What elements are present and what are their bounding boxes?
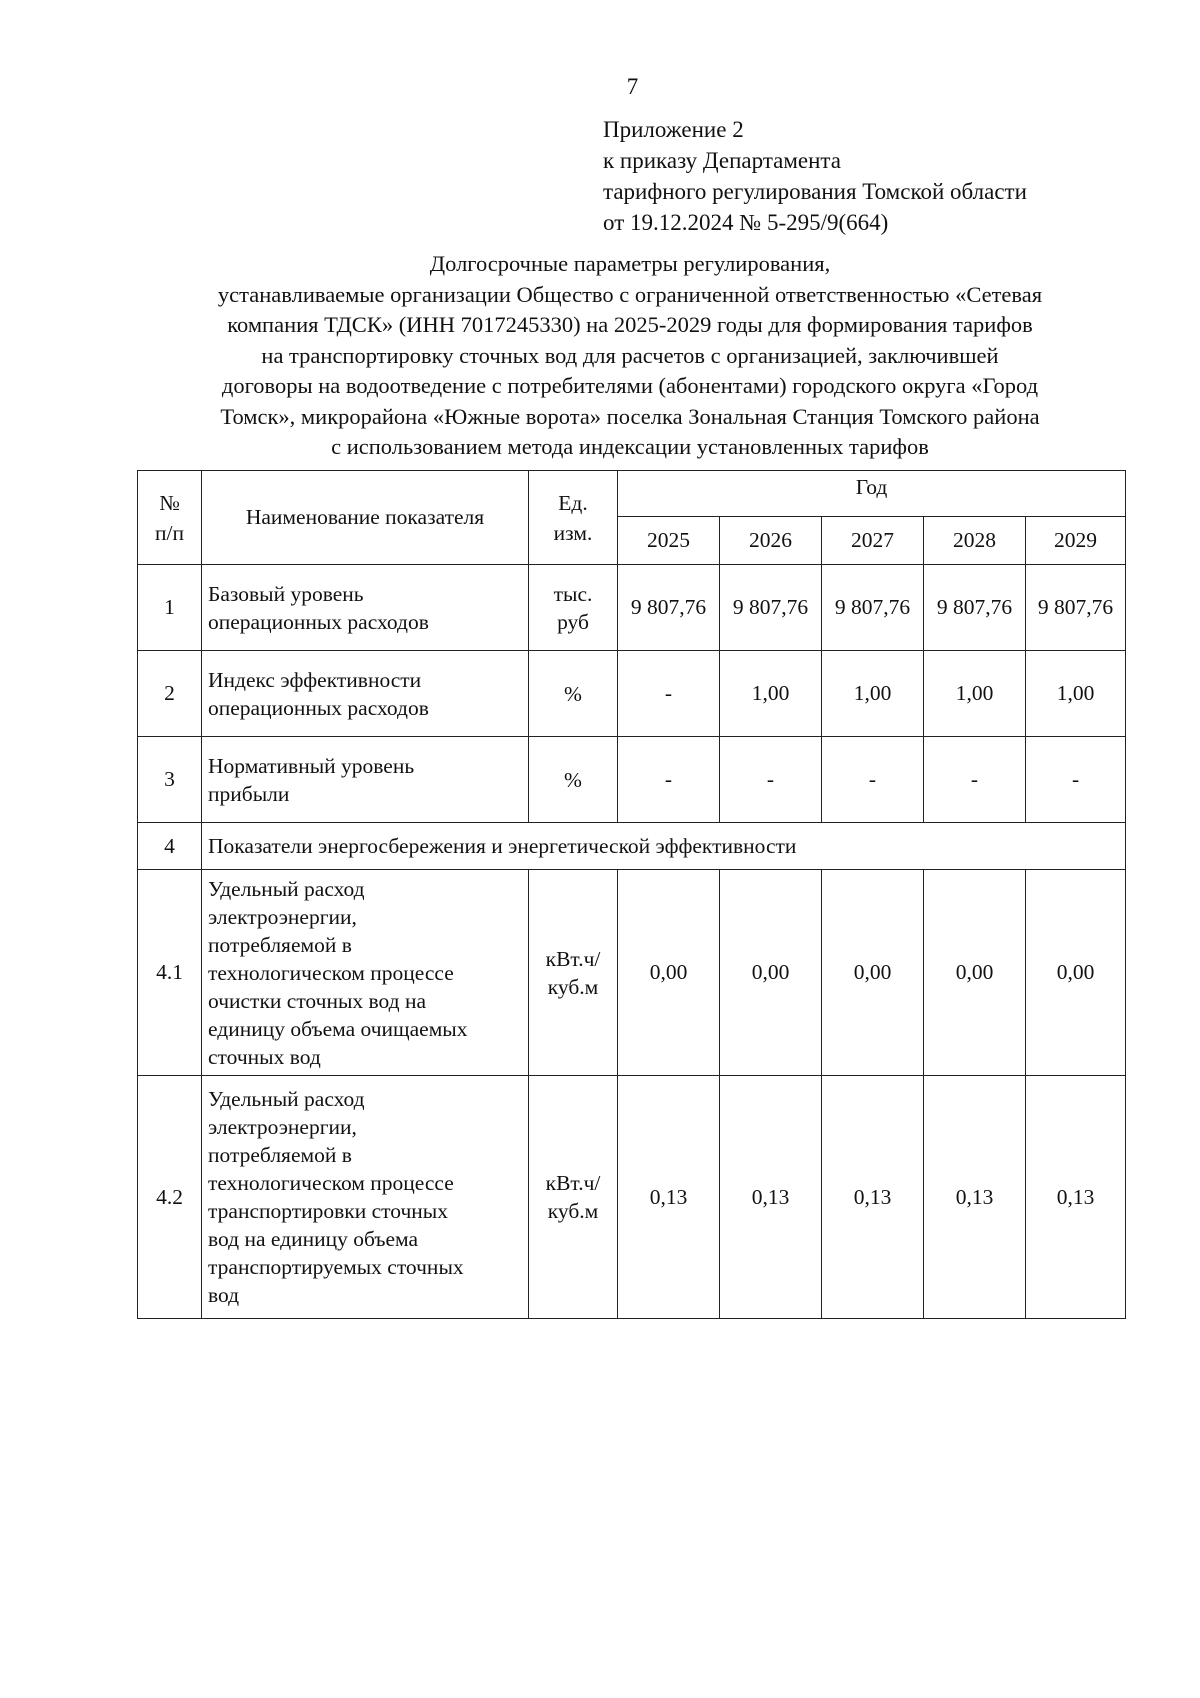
header-year-2028: 2028 xyxy=(924,517,1026,565)
row-value: 0,00 xyxy=(618,870,720,1076)
row-value: 1,00 xyxy=(822,651,924,737)
row-unit xyxy=(529,737,618,823)
row-value: 1,00 xyxy=(720,651,822,737)
row-name-line: Нормативный уровень xyxy=(208,753,415,778)
title-line: договоры на водоотведение с потребителями (абонентами) городского округа «Город xyxy=(221,373,1039,398)
appendix-block xyxy=(603,114,1027,238)
row-value: 9 807,76 xyxy=(720,565,822,651)
row-number: 1 xyxy=(138,565,202,651)
row-unit-line: тыс. xyxy=(553,581,593,606)
title-line: компания ТДСК» (ИНН 7017245330) на 2025-2029 годы для формирования тарифов xyxy=(227,312,1033,337)
title-line: Томск», микрорайона «Южные ворота» поселка Зональная Станция Томского района xyxy=(220,403,1040,429)
title-line: на транспортировку сточных вод для расчетов с организацией, заключившей xyxy=(261,342,999,368)
header-name: Наименование показателя xyxy=(202,471,529,565)
row-number: 3 xyxy=(138,737,202,823)
row-name-line: технологическом процессе xyxy=(208,960,454,985)
header-year-2029: 2029 xyxy=(1026,517,1126,565)
row-name-line: Базовый уровень xyxy=(208,581,364,606)
row-unit-line: кВт.ч/ xyxy=(545,1171,601,1195)
row-name-line: единицу объема очищаемых xyxy=(208,1016,468,1041)
header-number-line: п/п xyxy=(155,520,184,545)
row-name xyxy=(202,737,529,823)
row-name-line: вод xyxy=(208,1283,240,1307)
row-name-line: прибыли xyxy=(208,781,290,806)
row-unit xyxy=(529,651,618,737)
row-name-line: операционных расходов xyxy=(208,609,429,634)
row-name xyxy=(202,565,529,651)
row-value: 0,00 xyxy=(924,870,1026,1076)
row-unit xyxy=(529,1076,618,1319)
row-value: 9 807,76 xyxy=(1026,565,1126,651)
row-name-line: транспортируемых сточных xyxy=(208,1255,464,1279)
row-value: 9 807,76 xyxy=(618,565,720,651)
row-value: - xyxy=(618,737,720,823)
header-year: Год xyxy=(618,471,1126,517)
row-unit-line: куб.м xyxy=(547,1199,599,1223)
table-row xyxy=(138,737,1126,823)
row-name-line: сточных вод xyxy=(208,1044,321,1069)
row-value: 9 807,76 xyxy=(924,565,1026,651)
row-name-line: операционных расходов xyxy=(208,695,429,720)
row-value: 1,00 xyxy=(924,651,1026,737)
header-unit-line: Ед. xyxy=(558,490,588,515)
row-unit-line: руб xyxy=(557,609,589,634)
row-name-line: Индекс эффективности xyxy=(208,667,422,692)
title-line: с использованием метода индексации установленных тарифов xyxy=(331,434,929,459)
header-year-2027: 2027 xyxy=(822,517,924,565)
row-value: 0,13 xyxy=(720,1076,822,1319)
row-value: - xyxy=(924,737,1026,823)
row-name xyxy=(202,870,529,1076)
row-value: 0,00 xyxy=(1026,870,1126,1076)
row-number: 4.2 xyxy=(138,1076,202,1319)
appendix-line: к приказу Департамента xyxy=(603,148,841,173)
row-unit-line: % xyxy=(564,767,582,792)
row-name-line: электроэнергии, xyxy=(208,904,357,929)
row-value: 0,00 xyxy=(822,870,924,1076)
header-year-2026: 2026 xyxy=(720,517,822,565)
row-unit xyxy=(529,565,618,651)
title-line: устанавливаемые организации Общество с ограниченной ответственностью «Сетевая xyxy=(217,281,1043,307)
table-section-row xyxy=(138,823,1126,870)
row-name-line: потребляемой в xyxy=(208,1143,352,1167)
row-name xyxy=(202,651,529,737)
page-number: 7 xyxy=(626,74,639,99)
section-title: Показатели энергосбережения и энергетической эффективности xyxy=(202,823,1126,870)
row-unit-line: % xyxy=(564,681,582,706)
row-value: 0,13 xyxy=(1026,1076,1126,1319)
parameters-table xyxy=(137,470,1126,1319)
row-value: 0,00 xyxy=(720,870,822,1076)
row-unit-line: куб.м xyxy=(547,974,599,999)
table-row xyxy=(138,870,1126,1076)
row-value: 0,13 xyxy=(924,1076,1026,1319)
header-number-line: № xyxy=(159,490,180,515)
header-number xyxy=(138,471,202,565)
row-value: 0,13 xyxy=(822,1076,924,1319)
row-name-line: Удельный расход xyxy=(208,1087,365,1111)
row-number: 4.1 xyxy=(138,870,202,1076)
row-value: - xyxy=(618,651,720,737)
row-number: 2 xyxy=(138,651,202,737)
table-row xyxy=(138,565,1126,651)
row-number: 4 xyxy=(138,823,202,870)
row-value: 0,13 xyxy=(618,1076,720,1319)
row-name-line: очистки сточных вод на xyxy=(208,988,427,1013)
appendix-line: Приложение 2 xyxy=(603,117,744,142)
appendix-line: от 19.12.2024 № 5-295/9(664) xyxy=(603,210,889,235)
row-value: - xyxy=(1026,737,1126,823)
table-row xyxy=(138,651,1126,737)
title-line: Долгосрочные параметры регулирования, xyxy=(429,251,831,276)
header-year-2025: 2025 xyxy=(618,517,720,565)
table-header-row xyxy=(138,471,1126,517)
row-value: 9 807,76 xyxy=(822,565,924,651)
row-name-line: вод на единицу объема xyxy=(208,1227,419,1251)
row-value: - xyxy=(822,737,924,823)
header-unit xyxy=(529,471,618,565)
row-name-line: электроэнергии, xyxy=(208,1115,357,1139)
table-row xyxy=(138,1076,1126,1319)
row-name-line: Удельный расход xyxy=(208,876,365,901)
row-name-line: потребляемой в xyxy=(208,932,352,957)
row-name xyxy=(202,1076,529,1319)
row-unit xyxy=(529,870,618,1076)
row-value: 1,00 xyxy=(1026,651,1126,737)
header-unit-line: изм. xyxy=(553,520,593,545)
row-unit-line: кВт.ч/ xyxy=(545,946,601,971)
row-name-line: транспортировки сточных xyxy=(208,1199,448,1223)
document-title xyxy=(140,249,1120,463)
appendix-line: тарифного регулирования Томской области xyxy=(603,179,1027,204)
row-name-line: технологическом процессе xyxy=(208,1171,454,1195)
row-value: - xyxy=(720,737,822,823)
